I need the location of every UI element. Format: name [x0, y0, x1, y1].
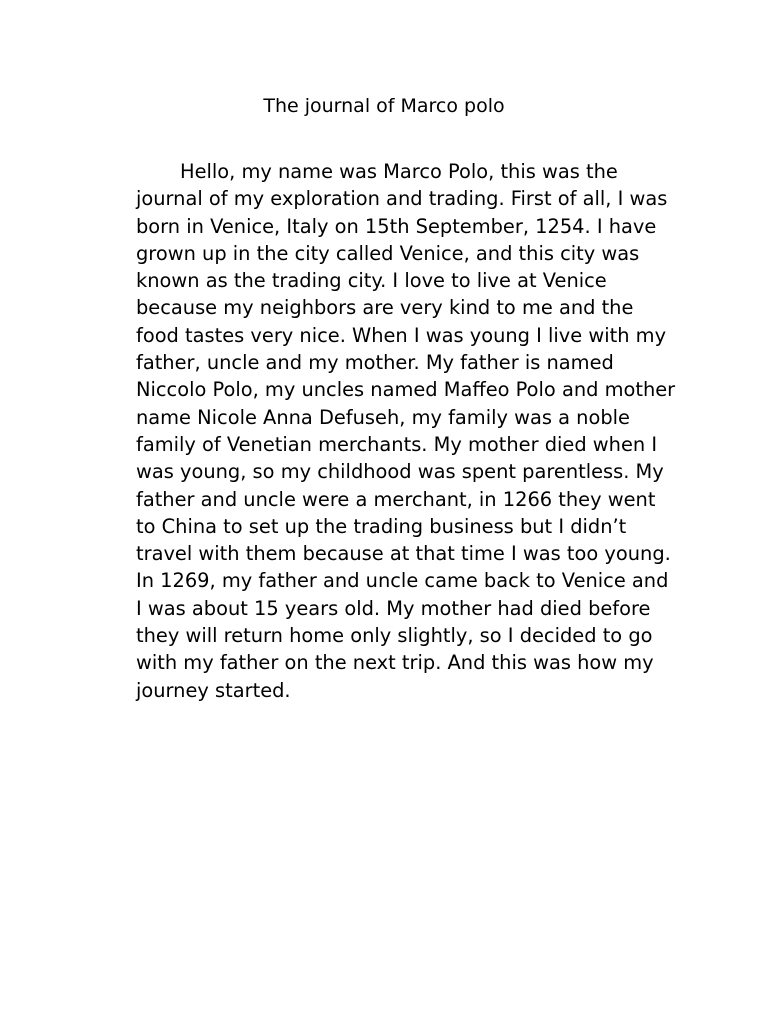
document-paragraph: Hello, my name was Marco Polo, this was the journal of my exploration and trading. First of all, I was born in Venice, Italy on 15th September, 1254. I have grown up in the city called Venice, and this city was known as the trading city. I love to live at Venice because my neighbors are very kind to me and the food tastes very nice. When I was young I live with my father, uncle and my mother. My father is named Niccolo Polo, my uncles named Maffeo Polo and mother name Nicole Anna Defuseh, my family was a noble family of Venetian merchants. My mother died when I was young, so my childhood was spent parentless. My father and uncle were a merchant, in 1266 they went to China to set up the trading business but I didn’t travel with them because at that time I was too young. In 1269, my father and uncle came back to Venice and I was about 15 years old. My mother had died before they will return home only slightly, so I decided to go with my father on the next trip. And this was how my journey started. [136, 160, 676, 702]
document-title: The journal of Marco polo [263, 95, 505, 117]
